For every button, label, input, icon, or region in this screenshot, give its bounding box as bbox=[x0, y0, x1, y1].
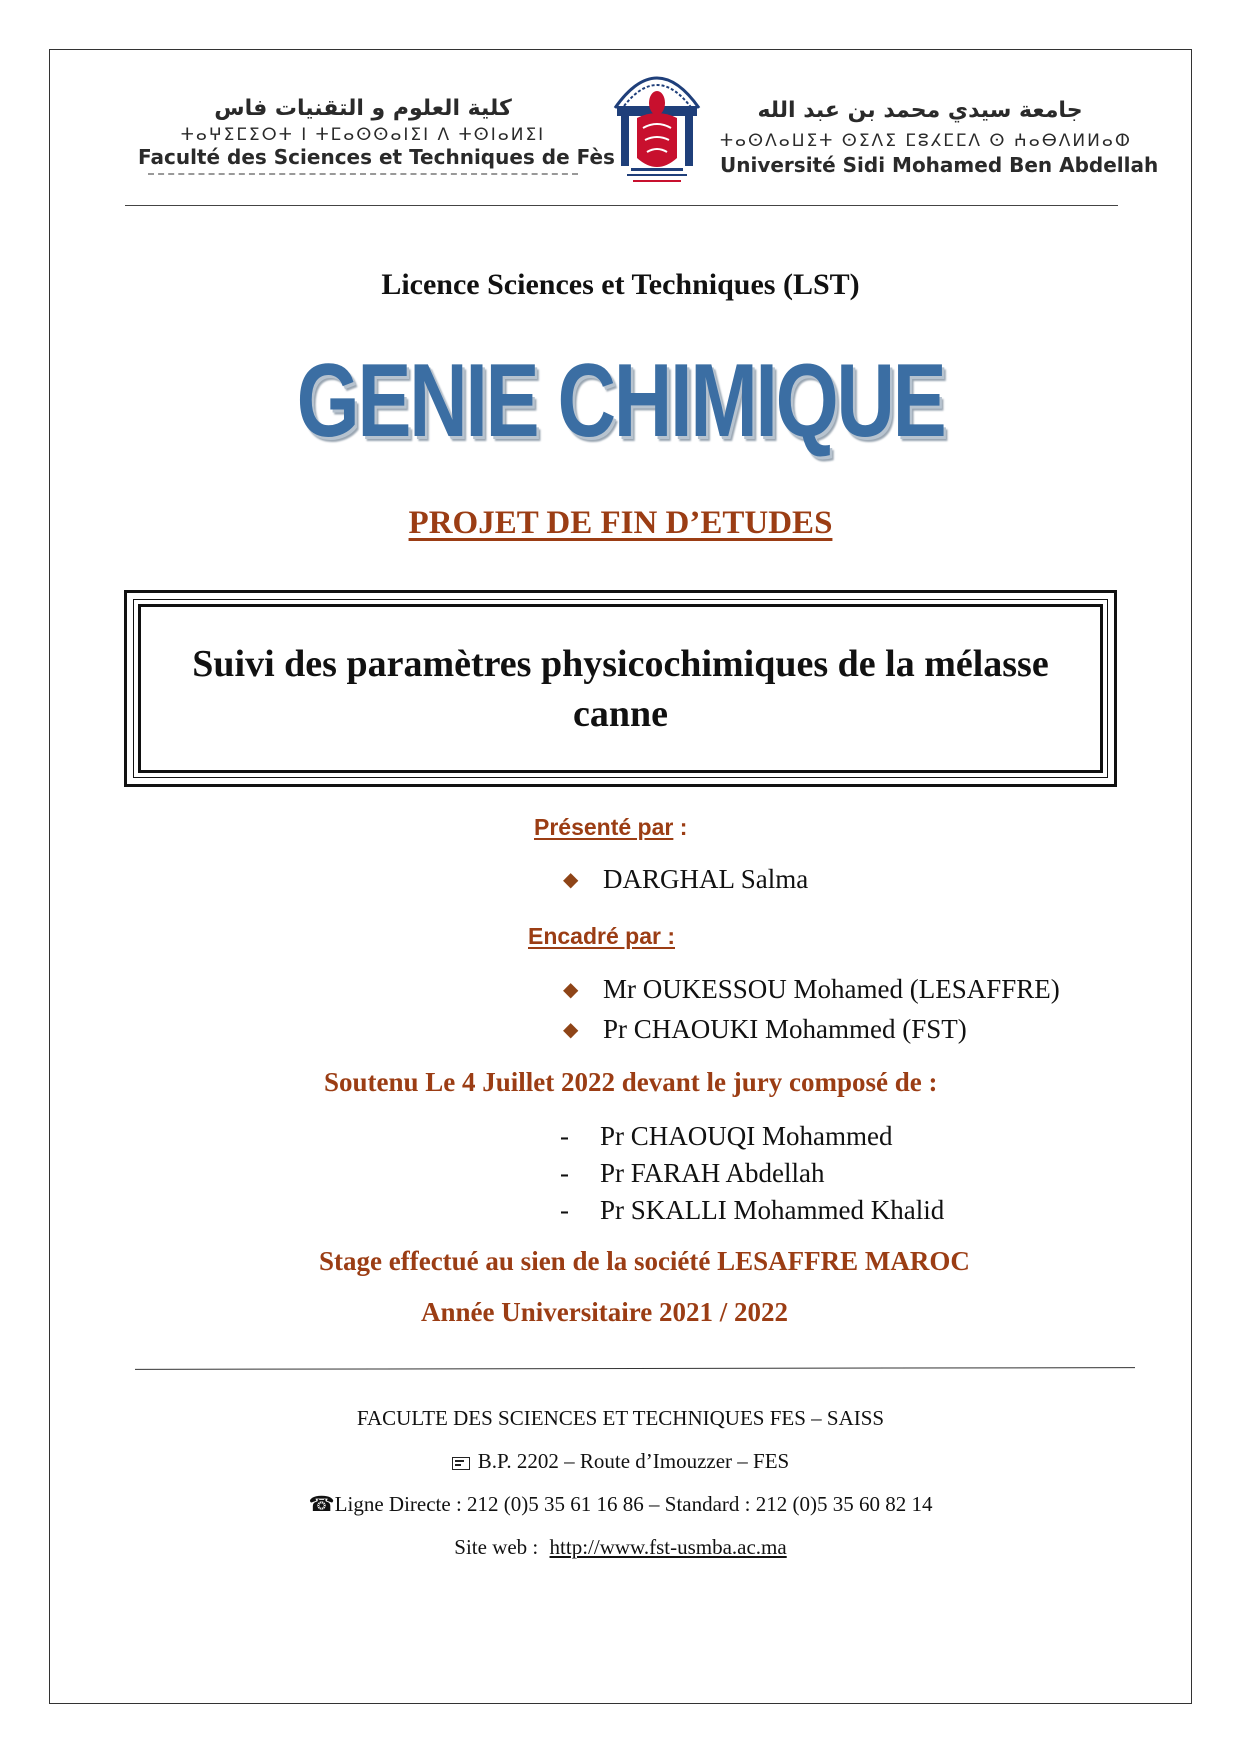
diamond-bullet-icon: ◆ bbox=[563, 1019, 579, 1041]
footer-web-line bbox=[0, 1535, 1241, 1560]
program-title: GENIE CHIMIQUE bbox=[296, 343, 945, 459]
website-link[interactable]: http://www.fst-usmba.ac.ma bbox=[549, 1535, 787, 1559]
faculty-name-french: Faculté des Sciences et Techniques de Fès bbox=[138, 145, 615, 169]
jury-member bbox=[560, 1158, 825, 1189]
student-item bbox=[563, 864, 808, 895]
university-name-tifinagh: ⵜⴰⵙⴷⴰⵡⵉⵜ ⵙⵉⴷⵉ ⵎⵓⵃⵎⵎⴷ ⵙ ⵄⴰⴱⴷⵍⵍⴰⵀ bbox=[720, 131, 1132, 151]
university-emblem-icon bbox=[607, 58, 707, 192]
jury-member-name: Pr SKALLI Mohammed Khalid bbox=[600, 1195, 945, 1225]
project-title-box bbox=[124, 590, 1117, 787]
faculty-name-arabic: كلية العلوم و التقنيات فاس bbox=[214, 96, 512, 121]
university-header bbox=[720, 98, 1159, 177]
project-title-box-inner bbox=[133, 599, 1108, 778]
academic-year: Année Universitaire 2021 / 2022 bbox=[421, 1297, 788, 1327]
faculty-name-tifinagh: ⵜⴰⵖⵉⵎⵉⵔⵜ ⵏ ⵜⵎⴰⵙⵙⴰⵏⵉⵏ ⴷ ⵜⵙⵏⴰⵍⵉⵏ bbox=[180, 125, 546, 145]
document-type: PROJET DE FIN D’ETUDES bbox=[408, 505, 833, 541]
supervised-by-text: Encadré par : bbox=[528, 923, 675, 949]
jury-member bbox=[560, 1195, 944, 1226]
dash-bullet-icon: - bbox=[560, 1195, 569, 1225]
internship-statement: Stage effectué au sien de la société LESAFFRE MAROC bbox=[319, 1246, 970, 1276]
diamond-bullet-icon: ◆ bbox=[563, 979, 579, 1001]
project-title-box-frame bbox=[138, 604, 1103, 773]
jury-member bbox=[560, 1121, 892, 1152]
footer-address: B.P. 2202 – Route d’Imouzzer – FES bbox=[477, 1449, 790, 1473]
footer-address-line bbox=[0, 1449, 1241, 1474]
footer-institution: FACULTE DES SCIENCES ET TECHNIQUES FES – SAISS bbox=[356, 1406, 885, 1430]
footer-web-label: Site web : bbox=[454, 1535, 539, 1559]
faculty-header-underline bbox=[148, 173, 578, 175]
jury-member-name: Pr CHAOUQI Mohammed bbox=[600, 1121, 893, 1151]
supervisor-name: Pr CHAOUKI Mohammed (FST) bbox=[603, 1014, 967, 1044]
envelope-icon bbox=[452, 1457, 470, 1470]
jury-member-name: Pr FARAH Abdellah bbox=[600, 1158, 825, 1188]
dash-bullet-icon: - bbox=[560, 1158, 569, 1188]
footer-phone-line bbox=[0, 1492, 1241, 1517]
university-name-french: Université Sidi Mohamed Ben Abdellah bbox=[720, 153, 1159, 177]
project-title bbox=[192, 639, 1048, 739]
dash-bullet-icon: - bbox=[560, 1121, 569, 1151]
diamond-bullet-icon: ◆ bbox=[563, 869, 579, 891]
supervisor-name: Mr OUKESSOU Mohamed (LESAFFRE) bbox=[603, 974, 1060, 1004]
supervisor-item bbox=[563, 1014, 967, 1045]
faculty-header bbox=[138, 96, 615, 175]
project-title-line-2: canne bbox=[573, 692, 668, 735]
footer-phone: Ligne Directe : 212 (0)5 35 61 16 86 – Standard : 212 (0)5 35 60 82 14 bbox=[334, 1492, 933, 1516]
student-name: DARGHAL Salma bbox=[603, 864, 809, 894]
supervisor-item bbox=[563, 974, 1060, 1005]
header-divider bbox=[125, 205, 1118, 206]
defense-statement: Soutenu Le 4 Juillet 2022 devant le jury composé de : bbox=[324, 1067, 938, 1097]
presented-by-text: Présenté par bbox=[534, 814, 674, 840]
telephone-icon: ☎ bbox=[308, 1492, 335, 1516]
presented-by-label bbox=[534, 814, 687, 841]
project-title-line-1: Suivi des paramètres physicochimiques de la mélasse bbox=[192, 642, 1049, 685]
degree-title: Licence Sciences et Techniques (LST) bbox=[381, 268, 860, 301]
supervised-by-label bbox=[528, 923, 675, 950]
presented-by-colon: : bbox=[673, 814, 688, 840]
university-name-arabic: جامعة سيدي محمد بن عبد الله bbox=[757, 98, 1083, 123]
